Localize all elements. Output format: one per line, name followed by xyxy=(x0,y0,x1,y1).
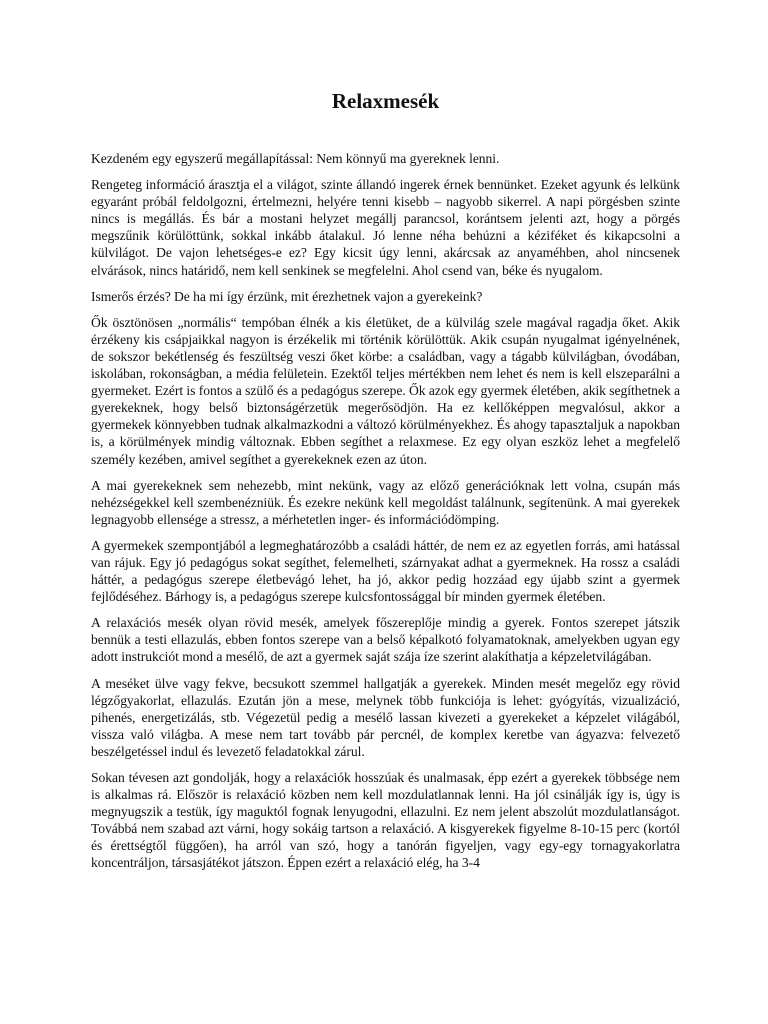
document-title: Relaxmesék xyxy=(331,89,440,113)
document-page xyxy=(91,84,680,881)
paragraph-intro: Kezdeném egy egyszerű megállapítással: Nem könnyű ma gyereknek lenni. xyxy=(91,151,500,166)
paragraph-children-sensitivity: Ők ösztönösen „normális“ tempóban élnék a kis életüket, de a külvilág szele magával ragadja őket. Akik érzékeny kis csápjaikkal nagyon is érzékelik mi történik körülöttük. Akik csupán nyugalmat igényelnének, de sokszor bekétlenség és feszültség veszi őket körbe: a családban, vagy a tágabb külvilágban, óvodában, iskolában, rokonságban, a média felületein. Ezektől teljes mértékben nem lehet és nem is kell elszeparálni a gyermeket. Ezért is fontos a szülő és a pedagógus szerepe. Ők azok egy gyermek életében, akik segíthetnek a gyerekeknek, hogy belső biztonságérzetük megerősödjön. Ha ez kellőképpen megvalósul, akkor a gyermekek könnyebben tudnak alkalmazkodni a változó körülményekhez. És ahogy tapasztaljuk a napokban is, a körülmények mindig változnak. Ebben segíthet a relaxmese. Ez egy olyan eszköz lehet a megfelelő személy kezében, amivel segíthet a gyerekeknek ezen az úton. xyxy=(91,314,680,467)
paragraph-listening-method: A meséket ülve vagy fekve, becsukott szemmel hallgatják a gyerekek. Minden mesét megelőz egy rövid légzőgyakorlat, ellazulás. Ezután jön a mese, melynek több funkciója is lehet: gyógyítás, vizualizáció, pihenés, energetizálás, stb. Végezetül pedig a mesélő lassan kivezeti a gyerekeket a képzelet világából, vissza való világba. A mese nem tart tovább pár percnél, de komplex keretbe van ágyazva: felvezető beszélgetéssel indul és levezető feladatokkal zárul. xyxy=(91,675,680,759)
paragraph-modern-challenges: A mai gyerekeknek sem nehezebb, mint nekünk, vagy az előző generációknak lett volna, csupán más nehézségekkel kell szembenézniük. És ezekre nekünk kell megoldást találnunk, segítenünk. A mai gyerekek legnagyobb ellensége a stressz, a mérhetetlen inger- és információdömping. xyxy=(91,477,680,527)
paragraph-relaxation-tales: A relaxációs mesék olyan rövid mesék, amelyek főszereplője mindig a gyerek. Fontos szerepet játszik bennük a testi ellazulás, ebben fontos szerepe van a belső képalkotó folyamatoknak, amelyekben ugyan egy adott instrukciót mond a mesélő, de azt a gyermek saját szája íze szerint alakíthatja a képzeletvilágában. xyxy=(91,615,680,665)
paragraph-question: Ismerős érzés? De ha mi így érzünk, mit érezhetnek vajon a gyerekeink? xyxy=(91,288,483,304)
paragraph-misconceptions: Sokan tévesen azt gondolják, hogy a relaxációk hosszúak és unalmasak, épp ezért a gyerekek többsége nem is alkalmas rá. Először is relaxáció közben nem kell mozdulatlannak lenni. Ha jól csinálják így is, úgy is megnyugszik a testük, így maguktól fognak lenyugodni, ellazulni. Ez nem jelent abszolút mozdulatlanságot. Továbbá nem szabad azt várni, hogy sokáig tartson a relaxáció. A kisgyerekek figyelme 8-10-15 perc (kortól és érettségtől függően), ha arról van szó, hogy a tanórán figyeljen, vagy egy-egy tornagyakorlatra koncentráljon, társasjátékot játszon. Éppen ezért a relaxáció elég, ha 3-4 xyxy=(91,770,680,871)
paragraph-information-flood: Rengeteg információ árasztja el a világot, szinte állandó ingerek érnek bennünket. Ezeket agyunk és lelkünk egyaránt próbál feldolgozni, értelmezni, helyére tenni kisebb – nagyobb sikerrel. A napi pörgésben szinte nincs is megállás. És bár a mostani helyzet megállj parancsol, korántsem jelenti azt, hogy a pörgés megszűnik körülöttünk, sokkal inkább átalakul. Jó lenne néha behúzni a kéziféket és kikapcsolni a külvilágot. De vajon lehetséges-e ez? Egy kicsit úgy lenni, akárcsak az anyaméhben, ahol nincsenek elvárások, nincs határidő, nem kell senkinek se megfelelni. Ahol csend van, béke és nyugalom. xyxy=(91,177,680,278)
paragraph-family-background: A gyermekek szempontjából a legmeghatározóbb a családi háttér, de nem ez az egyetlen forrás, ami hatással van rájuk. Egy jó pedagógus sokat segíthet, felemelheti, szárnyakat adhat a gyermeknek. Ha rossz a családi háttér, a pedagógus szerepe életbevágó lehet, ha jó, akkor pedig hozzáad egy újabb szint a gyermek fejlődéséhez. Bárhogy is, a pedagógus szerepe kulcsfontossággal bír minden gyermek életében. xyxy=(91,537,680,605)
